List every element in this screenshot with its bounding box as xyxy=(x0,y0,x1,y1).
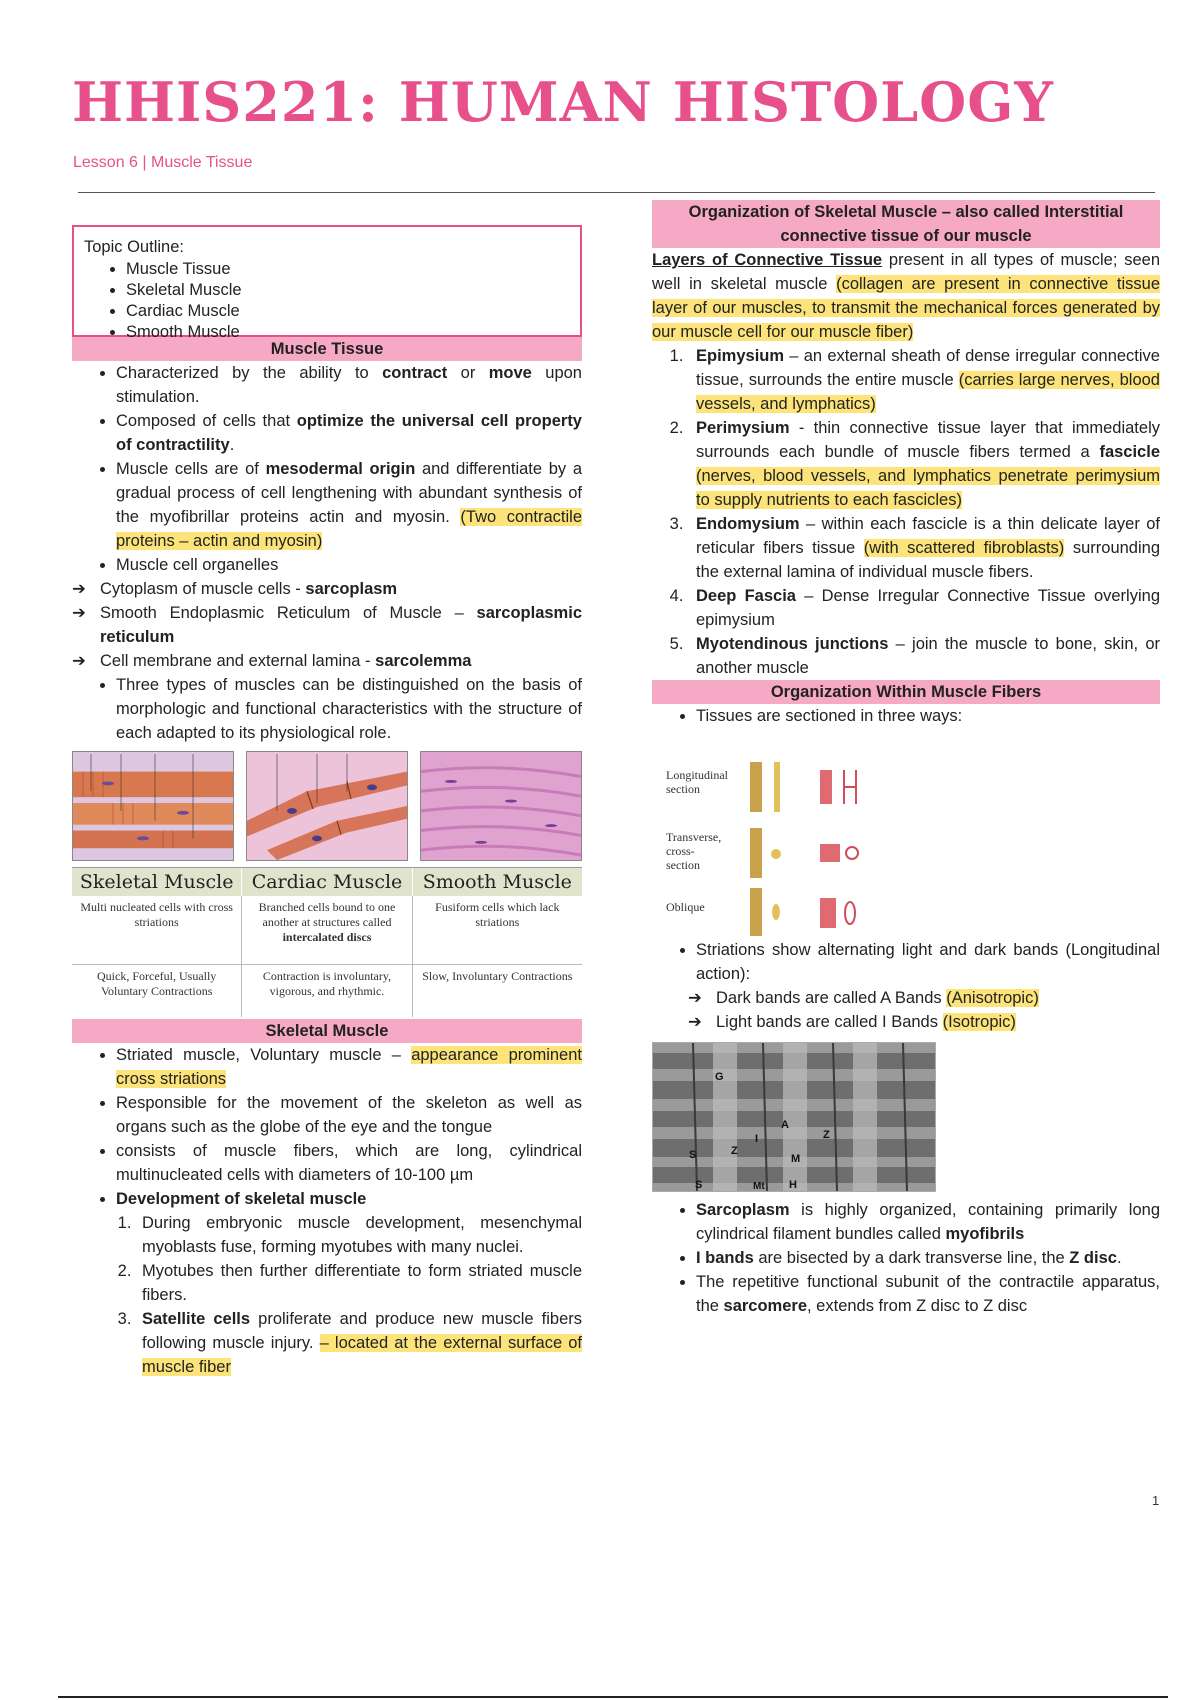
section-heading-organization: Organization of Skeletal Muscle – also called Interstitial connective tissue of our muscle xyxy=(652,200,1160,248)
text: is highly organized, containing primarily long cylindrical filament bundles called xyxy=(696,1201,1160,1243)
text: and differentiate by a gradual process of cell lengthening with abundant synthesis of the myofibrillar proteins actin and myosin. xyxy=(116,460,583,526)
underlined-text: Layers of Connective Tissue xyxy=(652,251,883,269)
electron-micrograph xyxy=(652,1042,936,1192)
table-cell xyxy=(242,896,412,964)
right-column xyxy=(652,200,1160,1318)
section-label: Transverse, cross-section xyxy=(666,830,722,872)
arrow-icon: ➔ xyxy=(688,1013,702,1031)
skeletal-muscle-image xyxy=(72,751,234,861)
list-item: • Muscle Tissue xyxy=(126,259,570,280)
text: , extends from Z disc to Z disc xyxy=(807,1297,1028,1315)
figure-row-structure xyxy=(72,896,582,964)
muscle-tissue-list xyxy=(72,361,582,745)
bold-text: sarcomere xyxy=(723,1297,808,1315)
table-cell: Fusiform cells which lack striations xyxy=(435,900,560,929)
highlighted-text: (Isotropic) xyxy=(942,1013,1016,1031)
topic-outline-box xyxy=(72,225,582,341)
list-item: 2. Myotubes then further differentiate to form striated muscle fibers. xyxy=(136,1259,582,1307)
within-fibers-list-3 xyxy=(652,1198,1160,1318)
text: Dark bands are called A Bands xyxy=(716,989,947,1007)
list-item: • Tissues are sectioned in three ways: xyxy=(696,704,1160,728)
section-heading-within-fibers: Organization Within Muscle Fibers xyxy=(652,680,1160,704)
topic-outline-list xyxy=(84,259,570,343)
development-list xyxy=(100,1211,582,1379)
bold-text: Deep Fascia xyxy=(696,587,796,605)
table-cell: Contraction is involuntary, vigorous, and rhythmic. xyxy=(242,965,412,1017)
section-label: Oblique xyxy=(666,900,705,914)
text: Three types of muscles can be distinguished on the basis of morphologic and functional characteristics with the structure of each adapted to its physiological role. xyxy=(116,676,582,742)
bold-text: Satellite cells xyxy=(142,1310,251,1328)
highlighted-text: – located at the external surface of muscle fiber xyxy=(142,1334,582,1376)
bold-text: I bands xyxy=(696,1249,754,1267)
figure-row-contraction xyxy=(72,964,582,1017)
list-item: • Responsible for the movement of the skeleton as well as organs such as the globe of the eye and the tongue xyxy=(116,1091,582,1139)
footer-divider xyxy=(58,1696,1168,1698)
highlighted-text: (Anisotropic) xyxy=(946,989,1039,1007)
document-subtitle: Lesson 6 | Muscle Tissue xyxy=(73,154,253,171)
list-item: • Cardiac Muscle xyxy=(126,301,570,322)
text: Muscle cells are of xyxy=(116,460,266,478)
bold-text: mesodermal origin xyxy=(265,460,416,478)
muscle-types-figure xyxy=(72,751,582,1017)
list-item xyxy=(696,1270,1160,1318)
list-item: 1. During embryonic muscle development, mesenchymal myoblasts fuse, forming myotubes with many nuclei. xyxy=(136,1211,582,1259)
text: – join the muscle to bone, skin, or another muscle xyxy=(696,635,1160,677)
section-heading-muscle-tissue: Muscle Tissue xyxy=(72,337,582,361)
figure-images xyxy=(72,751,582,861)
text: Characterized by the ability to xyxy=(116,364,383,382)
highlighted-text: (carries large nerves, blood vessels, and lymphatics) xyxy=(696,371,1160,413)
smooth-muscle-image xyxy=(420,751,582,861)
micrograph-label: Z xyxy=(823,1129,830,1141)
figure-label: Cardiac Muscle xyxy=(242,868,412,896)
smooth-muscle-drawing xyxy=(421,752,581,860)
text: Branched cells bound to one another at structures called xyxy=(258,900,396,929)
text: surrounding the external lamina of individual muscle fibers. xyxy=(696,539,1161,581)
bands-list xyxy=(688,986,1160,1034)
highlighted-text: (Two contractile proteins – actin and myosin) xyxy=(116,508,582,550)
bold-text: intercalated discs xyxy=(282,930,372,944)
table-cell: Slow, Involuntary Contractions xyxy=(422,969,573,983)
section-label: Longitudinal section xyxy=(666,768,728,796)
micrograph-label: S xyxy=(689,1149,697,1161)
text: are bisected by a dark transverse line, the xyxy=(753,1249,1070,1267)
bold-text: move xyxy=(488,364,532,382)
text: . xyxy=(229,436,235,454)
text: Cell membrane and external lamina - xyxy=(100,652,376,670)
list-item xyxy=(696,1246,1160,1270)
list-item xyxy=(116,673,582,745)
table-cell: Quick, Forceful, Usually Voluntary Contractions xyxy=(72,965,242,1017)
text: – an external sheath of dense irregular connective tissue, surrounds the entire muscle xyxy=(696,347,1160,389)
arrow-icon: ➔ xyxy=(688,989,702,1007)
topic-outline-heading: Topic Outline: xyxy=(84,238,184,256)
list-item xyxy=(116,457,582,553)
highlighted-text: (with scattered fibroblasts) xyxy=(863,539,1065,557)
list-item xyxy=(688,416,1160,512)
bold-text: contract xyxy=(382,364,448,382)
list-item xyxy=(116,1043,582,1091)
text: Muscle cell organelles xyxy=(116,556,279,574)
list-item xyxy=(688,344,1160,416)
sectioning-figure xyxy=(652,738,1160,938)
list-item xyxy=(688,632,1160,680)
skeletal-muscle-list xyxy=(72,1043,582,1379)
text: . xyxy=(1116,1249,1122,1267)
list-item xyxy=(116,409,582,457)
list-item xyxy=(116,1187,582,1379)
highlighted-text: (nerves, blood vessels, and lymphatics penetrate perimysium to supply nutrients to each fascicles) xyxy=(696,467,1160,509)
list-item xyxy=(72,577,582,601)
cardiac-muscle-image xyxy=(246,751,408,861)
text: – within each fascicle is a thin delicate layer of reticular fibers tissue xyxy=(696,515,1160,557)
micrograph-label: A xyxy=(781,1119,789,1131)
list-item xyxy=(72,601,582,649)
figure-labels xyxy=(72,867,582,896)
bold-text: sarcoplasm xyxy=(305,580,398,598)
micrograph-label: Z xyxy=(731,1145,738,1157)
text: proliferate and produce new muscle fibers following muscle injury. xyxy=(142,1310,582,1352)
header-divider xyxy=(78,192,1155,193)
text: Striations show alternating light and dark bands (Longitudinal action): xyxy=(696,941,1160,983)
list-item xyxy=(688,1010,1160,1034)
text: Composed of cells that xyxy=(116,412,297,430)
highlighted-text: appearance prominent cross striations xyxy=(116,1046,582,1088)
within-fibers-list-2 xyxy=(652,938,1160,1034)
connective-layers-list xyxy=(652,344,1160,680)
bold-text: Sarcoplasm xyxy=(696,1201,790,1219)
list-item xyxy=(72,649,582,673)
bold-text: sarcolemma xyxy=(375,652,472,670)
sectioning-drawing xyxy=(740,748,880,938)
arrow-icon: ➔ xyxy=(72,604,86,622)
text: Light bands are called I Bands xyxy=(716,1013,943,1031)
list-item xyxy=(688,986,1160,1010)
arrow-icon: ➔ xyxy=(72,652,86,670)
list-item xyxy=(136,1307,582,1379)
list-item xyxy=(688,584,1160,632)
bold-text: fascicle xyxy=(1099,443,1160,461)
micrograph-label: Mt xyxy=(753,1181,765,1192)
cardiac-muscle-drawing xyxy=(247,752,407,860)
bold-text: optimize the universal cell property of contractility xyxy=(116,412,582,454)
list-item: • Smooth Muscle xyxy=(126,322,570,343)
list-item xyxy=(696,1198,1160,1246)
text: Smooth Endoplasmic Reticulum of Muscle – xyxy=(100,604,477,622)
bold-text: Epimysium xyxy=(696,347,785,365)
text: present in all types of muscle; seen well in skeletal muscle xyxy=(652,251,1160,293)
text: - thin connective tissue layer that immediately surrounds each bundle of muscle fibers termed a xyxy=(696,419,1160,461)
micrograph-label: I xyxy=(755,1133,759,1145)
list-item xyxy=(688,512,1160,584)
bold-text: Development of skeletal muscle xyxy=(116,1190,367,1208)
bold-text: myofibrils xyxy=(945,1225,1025,1243)
bold-text: sarcoplasmic reticulum xyxy=(100,604,582,646)
organelle-list xyxy=(72,577,582,673)
text: upon stimulation. xyxy=(116,364,582,406)
page-number: 1 xyxy=(1152,1493,1160,1508)
list-item xyxy=(72,553,582,673)
left-column xyxy=(72,225,582,1379)
document-title: HHIS221: HUMAN HISTOLOGY xyxy=(72,70,1054,134)
bold-text: Myotendinous junctions xyxy=(696,635,889,653)
highlighted-text: (collagen are present in connective tissue layer of our muscles, to transmit the mechanical forces generated by our muscle cell for our muscle fiber) xyxy=(652,275,1160,341)
skeletal-muscle-drawing xyxy=(73,752,233,860)
table-cell: Multi nucleated cells with cross striations xyxy=(72,896,242,964)
list-item xyxy=(116,361,582,409)
micrograph-label: H xyxy=(789,1179,797,1191)
organization-intro xyxy=(652,248,1160,344)
bold-text: Z disc xyxy=(1069,1249,1117,1267)
text: Striated muscle, Voluntary muscle – xyxy=(116,1046,412,1064)
list-item: • consists of muscle fibers, which are long, cylindrical multinucleated cells with diameters of 10-100 µm xyxy=(116,1139,582,1187)
micrograph-label: G xyxy=(715,1071,724,1083)
figure-label: Skeletal Muscle xyxy=(72,868,242,896)
micrograph-label: S xyxy=(695,1179,703,1191)
list-item: • Skeletal Muscle xyxy=(126,280,570,301)
bold-text: Endomysium xyxy=(696,515,800,533)
within-fibers-list-1 xyxy=(652,704,1160,728)
micrograph-label: M xyxy=(791,1153,801,1165)
text: Cytoplasm of muscle cells - xyxy=(100,580,306,598)
bold-text: Perimysium xyxy=(696,419,790,437)
text: The repetitive functional subunit of the contractile apparatus, the xyxy=(696,1273,1160,1315)
section-heading-skeletal-muscle: Skeletal Muscle xyxy=(72,1019,582,1043)
text: or xyxy=(447,364,489,382)
text: – Dense Irregular Connective Tissue overlying epimysium xyxy=(696,587,1160,629)
arrow-icon: ➔ xyxy=(72,580,86,598)
list-item xyxy=(688,938,1160,1034)
figure-label: Smooth Muscle xyxy=(413,868,582,896)
